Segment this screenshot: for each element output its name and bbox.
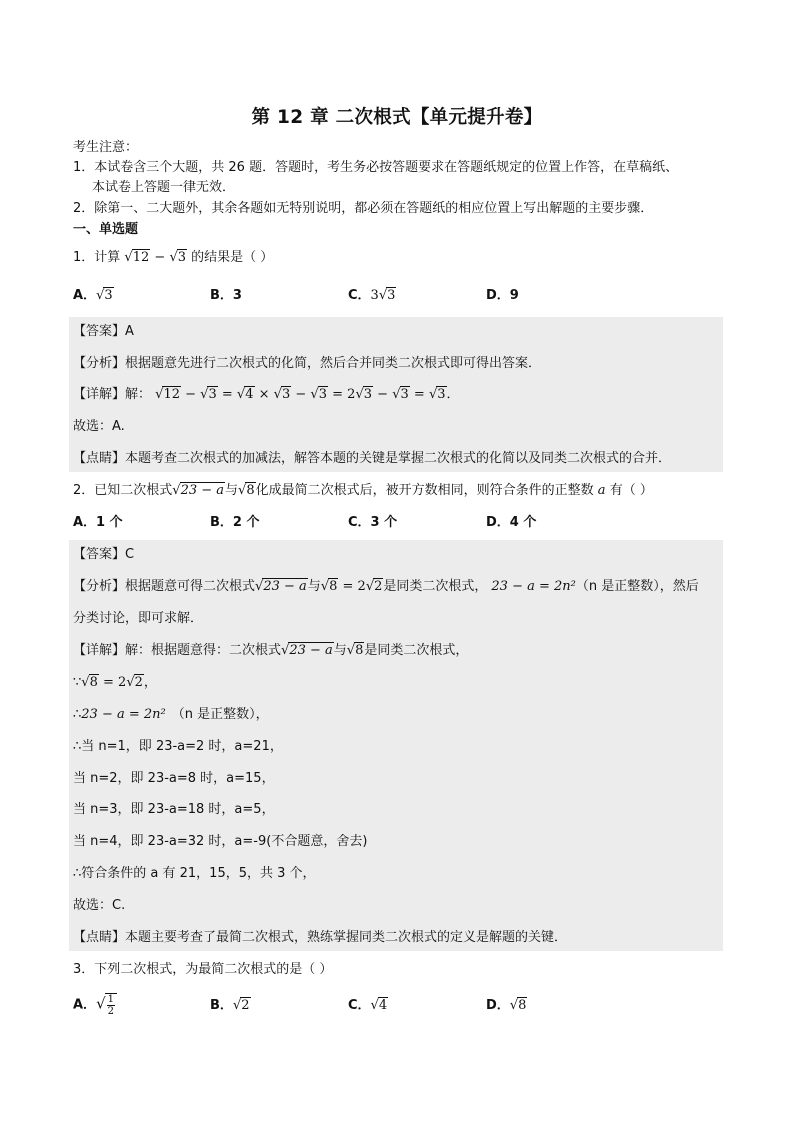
q2-analysis-line-2: 分类讨论，即可求解． xyxy=(73,611,204,626)
q1-comment: 【点睛】本题考查二次根式的加减法，解答本题的关键是掌握二次根式的化简以及同类二次根式的合并． xyxy=(73,451,672,466)
q3-stem: 3．下列二次根式，为最简二次根式的是（ ） xyxy=(73,962,333,977)
q2-option-a: A．1 个 xyxy=(73,515,123,530)
q3-option-c: C．√4 xyxy=(348,998,388,1013)
q2-case-4: 当 n=4，即 23-a=32 时，a=-9(不合题意，舍去) xyxy=(73,834,368,849)
q1-stem-suffix: 的结果是（ ） xyxy=(191,250,274,265)
section-title: 一、单选题 xyxy=(73,222,139,237)
q2-summary: ∴符合条件的 a 有 21，15，5，共 3 个， xyxy=(73,866,316,881)
q1-conclusion: 故选：A. xyxy=(73,419,125,434)
q2-case-1: ∴当 n=1，即 23-a=2 时，a=21， xyxy=(73,739,283,754)
q2-option-c: C．3 个 xyxy=(348,515,398,530)
q2-answer: 【答案】C xyxy=(73,547,135,562)
q2-option-b: B．2 个 xyxy=(210,515,260,530)
notice-line-2: 2．除第一、二大题外，其余各题如无特别说明，都必须在答题纸的相应位置上写出解题的主要步骤． xyxy=(73,201,654,216)
q1-option-a: A．√3 xyxy=(73,288,113,303)
q2-option-d: D．4 个 xyxy=(486,515,537,530)
q2-stem: 2．已知二次根式√23 − a与√8化成最简二次根式后，被开方数相同，则符合条件的正整数 a 有（ ） xyxy=(73,483,653,498)
q2-analysis: 【分析】根据题意可得二次根式√23 − a与√8 = 2√2是同类二次根式， 23 − a = 2n²（n 是正整数），然后 xyxy=(73,579,699,594)
q3-option-d: D．√8 xyxy=(486,998,527,1013)
q1-analysis: 【分析】根据题意先进行二次根式的化简，然后合并同类二次根式即可得出答案． xyxy=(73,356,542,371)
q1-option-b: B．3 xyxy=(210,288,242,303)
q1-detail: 【详解】解： √12 − √3 = √4 × √3 − √3 = 2√3 − √3 = √3． xyxy=(73,387,460,402)
notice-heading: 考生注意： xyxy=(73,140,139,155)
q1-answer: 【答案】A xyxy=(73,324,134,339)
q1-stem-prefix: 1．计算 xyxy=(73,250,121,265)
q2-therefore-line: ∴23 − a = 2n² （n 是正整数）， xyxy=(73,707,269,722)
q1-stem xyxy=(73,249,273,267)
notice-line-1-cont: 本试卷上答题一律无效． xyxy=(92,180,236,195)
fraction-one-half: $\frac{1}{2}$ xyxy=(105,993,117,1017)
q1-option-d: D．9 xyxy=(486,288,519,303)
notice-line-1: 1．本试卷含三个大题，共 26 题．答题时，考生务必按答题要求在答题纸规定的位置上作答，在草稿纸、 xyxy=(73,160,679,175)
q1-option-c: C．3√3 xyxy=(348,288,396,303)
q2-case-3: 当 n=3，即 23-a=18 时，a=5， xyxy=(73,802,275,817)
q2-detail: 【详解】解：根据题意得：二次根式√23 − a与√8是同类二次根式， xyxy=(73,643,469,658)
q2-comment: 【点睛】本题主要考查了最简二次根式，熟练掌握同类二次根式的定义是解题的关键． xyxy=(73,930,568,945)
q3-option-a: A．√ $\frac{1}{2}$ xyxy=(73,993,117,1017)
q2-conclusion: 故选：C. xyxy=(73,898,126,913)
q3-option-b: B．√2 xyxy=(210,998,250,1013)
page-title: 第 12 章 二次根式【单元提升卷】 xyxy=(251,107,543,128)
q1-expression: √12 − √3 xyxy=(124,250,187,265)
q2-case-2: 当 n=2，即 23-a=8 时，a=15， xyxy=(73,771,275,786)
q2-because-line: ∵√8 = 2√2， xyxy=(73,675,157,690)
